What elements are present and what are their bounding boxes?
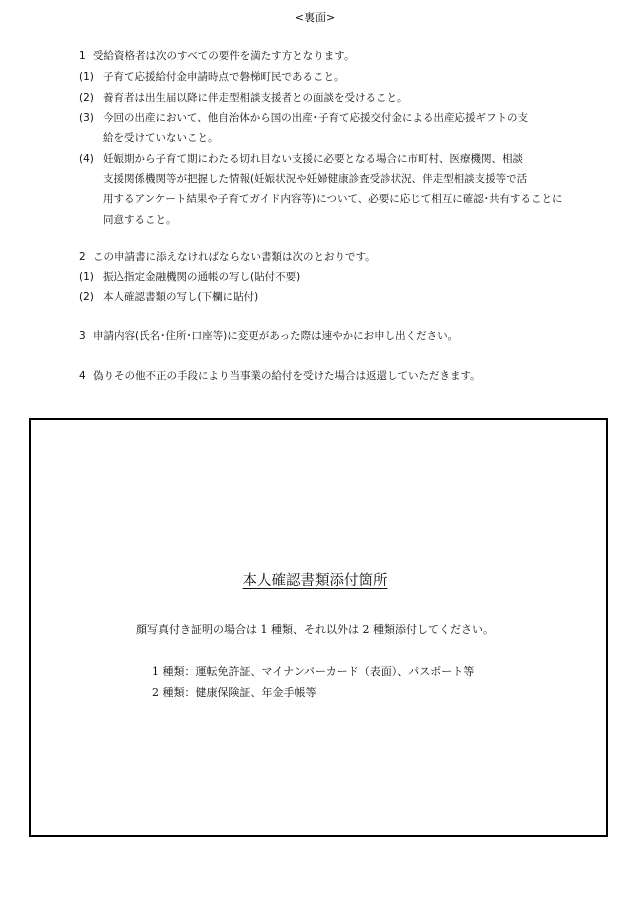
section-2-heading xyxy=(79,250,376,264)
attachment-area-title: 本人確認書類添付箇所 xyxy=(242,573,388,589)
required-document-1-text: 振込指定金融機関の通帳の写し(貼付不要) xyxy=(103,271,301,283)
section-2-title: この申請書に添えなければならない書類は次のとおりです。 xyxy=(93,251,376,263)
section-1-number: 1 xyxy=(79,50,86,62)
required-document-2-number: (2) xyxy=(79,291,94,303)
requirement-item-4-number: (4) xyxy=(79,153,94,165)
section-3-text: 申請内容(氏名･住所･口座等)に変更があった際は速やかにお申し出ください。 xyxy=(93,330,459,342)
section-1-title: 受給資格者は次のすべての要件を満たす方となります。 xyxy=(93,50,355,62)
requirement-item-1 xyxy=(79,70,345,84)
requirement-item-2-text: 養育者は出生届以降に伴走型相談支援者との面談を受けること。 xyxy=(103,92,408,104)
attachment-type-1-examples: 1 種類：運転免許証、マイナンバーカード（表面）、パスポート等 xyxy=(152,665,475,678)
requirement-item-1-text: 子育て応援給付金申請時点で磐梯町民であること。 xyxy=(103,71,345,83)
requirement-item-1-number: (1) xyxy=(79,71,94,83)
section-3-notice xyxy=(79,329,458,343)
requirement-item-3-number: (3) xyxy=(79,112,94,124)
requirement-item-3-text-line-1: 今回の出産において、他自治体から国の出産･子育て応援交付金による出産応援ギフトの支 xyxy=(103,112,529,124)
required-document-1 xyxy=(79,270,300,284)
section-4-notice xyxy=(79,369,481,383)
requirement-item-4-text-line-3: 用するアンケート結果や子育てガイド内容等)について、必要に応じて相互に確認･共有することに xyxy=(103,193,563,205)
requirement-item-3 xyxy=(79,111,528,125)
section-4-number: 4 xyxy=(79,370,86,382)
attachment-instruction: 顔写真付き証明の場合は 1 種類、それ以外は 2 種類添付してください。 xyxy=(136,623,494,636)
section-3-number: 3 xyxy=(79,330,86,342)
requirement-item-2 xyxy=(79,91,408,105)
required-document-1-number: (1) xyxy=(79,271,94,283)
requirement-item-4 xyxy=(79,152,523,166)
requirement-item-4-text-line-1: 妊娠期から子育て期にわたる切れ目ない支援に必要となる場合に市町村、医療機関、相談 xyxy=(103,153,523,165)
section-4-text: 偽りその他不正の手段により当事業の給付を受けた場合は返還していただきます。 xyxy=(93,370,481,382)
requirement-item-4-text-line-4: 同意すること。 xyxy=(103,214,177,226)
attachment-type-2-examples: 2 種類：健康保険証、年金手帳等 xyxy=(152,686,317,699)
page-side-label: <裏面> xyxy=(294,11,336,24)
requirement-item-4-text-line-2: 支援関係機関等が把握した情報(妊娠状況や妊婦健康診査受診状況、伴走型相談支援等で活 xyxy=(103,173,528,185)
section-1-heading xyxy=(79,49,354,63)
required-document-2 xyxy=(79,290,258,304)
requirement-item-2-number: (2) xyxy=(79,92,94,104)
section-2-number: 2 xyxy=(79,251,86,263)
requirement-item-3-text-line-2: 給を受けていないこと。 xyxy=(103,132,219,144)
required-document-2-text: 本人確認書類の写し(下欄に貼付) xyxy=(103,291,259,303)
